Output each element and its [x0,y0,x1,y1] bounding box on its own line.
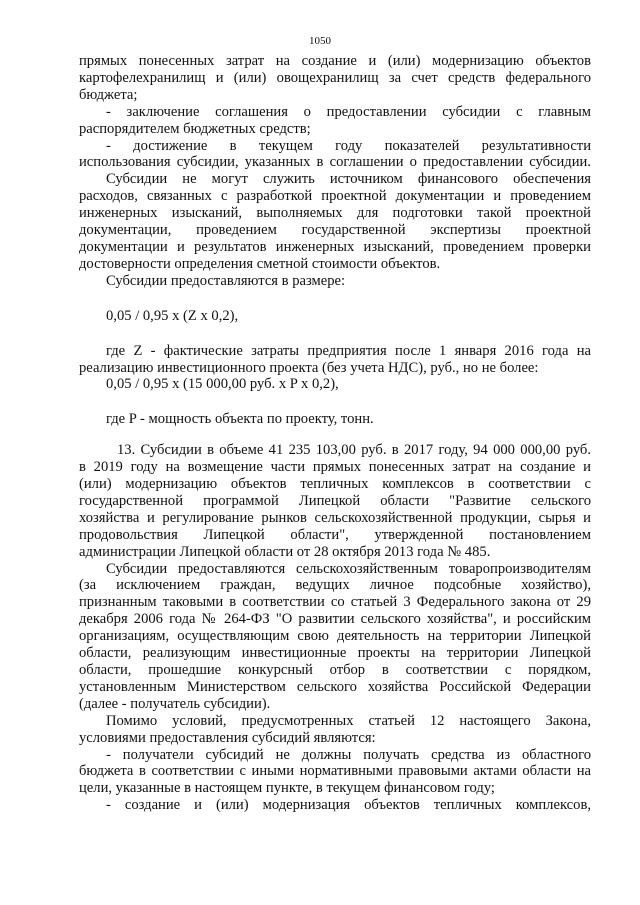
text-line: Субсидии предоставляются в размере: [106,272,346,289]
text-line: в 2019 году на возмещение части прямых понесенных затрат на создание и [79,459,591,476]
text-line: (за исключением граждан, ведущих личное подсобные хозяйство), [79,577,591,594]
text-line: инженерных изысканий, выполняемых для подготовки такой проектной [79,205,591,222]
text-line: распорядителем бюджетных средств; [79,120,311,137]
formula-line: 0,05 / 0,95 x (15 000,00 руб. x P x 0,2), [106,376,339,393]
text-line: бюджета в соответствии с иными нормативными правовыми актами области на [79,763,591,780]
text-line: Субсидии не могут служить источником финансового обеспечения [106,171,591,188]
page-number: 1050 [309,35,331,47]
text-line: картофелехранилищ и (или) овощехранилищ за счет средств федерального [79,69,591,86]
text-line: администрации Липецкой области от 28 октября 2013 года № 485. [79,543,491,560]
text-line: достоверности определения сметной стоимости объектов. [79,255,441,272]
text-line: хозяйства и регулирование рынков сельскохозяйственной продукции, сырья и [79,509,591,526]
text-line: где P - мощность объекта по проекту, тонн. [106,411,374,428]
text-line: продовольствия Липецкой области", утвержденной постановлением [79,526,591,543]
text-line: документации, проведением государственной экспертизы проектной [79,222,591,239]
text-line: прямых понесенных затрат на создание и (или) модернизацию объектов [79,53,591,69]
text-line: государственной программой Липецкой области "Развитие сельского [79,492,591,509]
text-line: организациям, осуществляющим свою деятельность на территории Липецкой [79,628,591,645]
text-line: где Z - фактические затраты предприятия после 1 января 2016 года на [106,342,591,359]
text-line: Субсидии предоставляются сельскохозяйственным товаропроизводителям [106,560,591,577]
document-body [79,53,591,814]
text-line: Помимо условий, предусмотренных статьей 12 настоящего Закона, [106,712,591,729]
text-line: признанным таковыми в соответствии со статьей 3 Федерального закона от 29 [79,594,591,611]
text-line: - получатели субсидий не должны получать средства из областного [106,746,591,763]
text-line: установленным Министерством сельского хозяйства Российской Федерации [79,678,591,695]
text-line: реализацию инвестиционного проекта (без учета НДС), руб., но не более: [79,359,539,376]
text-line: (далее - получатель субсидии). [79,695,271,712]
text-line: - создание и (или) модернизация объектов тепличных комплексов, [106,797,591,814]
text-line: расходов, связанных с разработкой проектной документации и проведением [79,188,591,205]
text-line: декабря 2006 года № 264-ФЗ "О развитии сельского хозяйства", и российским [79,611,591,628]
text-line: условиями предоставления субсидий являются: [79,729,376,746]
text-line: документации и результатов инженерных изысканий, проведением проверки [79,238,591,255]
text-line: области, реализующим инвестиционные проекты на территории Липецкой [79,645,591,662]
text-line: цели, указанные в настоящем пункте, в текущем финансовом году; [79,780,495,797]
text-line: 13. Субсидии в объеме 41 235 103,00 руб. в 2017 году, 94 000 000,00 руб. [117,442,591,459]
formula-line: 0,05 / 0,95 x (Z x 0,2), [106,307,239,324]
text-line: - заключение соглашения о предоставлении субсидии с главным [106,103,591,120]
text-line: использования субсидии, указанных в соглашении о предоставлении субсидии. [79,154,591,171]
text-line: (или) модернизацию объектов тепличных комплексов в соответствии с [79,476,591,493]
text-line: бюджета; [79,86,138,103]
text-line: - достижение в текущем году показателей результативности [106,137,591,154]
text-line: области, прошедшие конкурсный отбор в соответствии с порядком, [79,662,591,678]
